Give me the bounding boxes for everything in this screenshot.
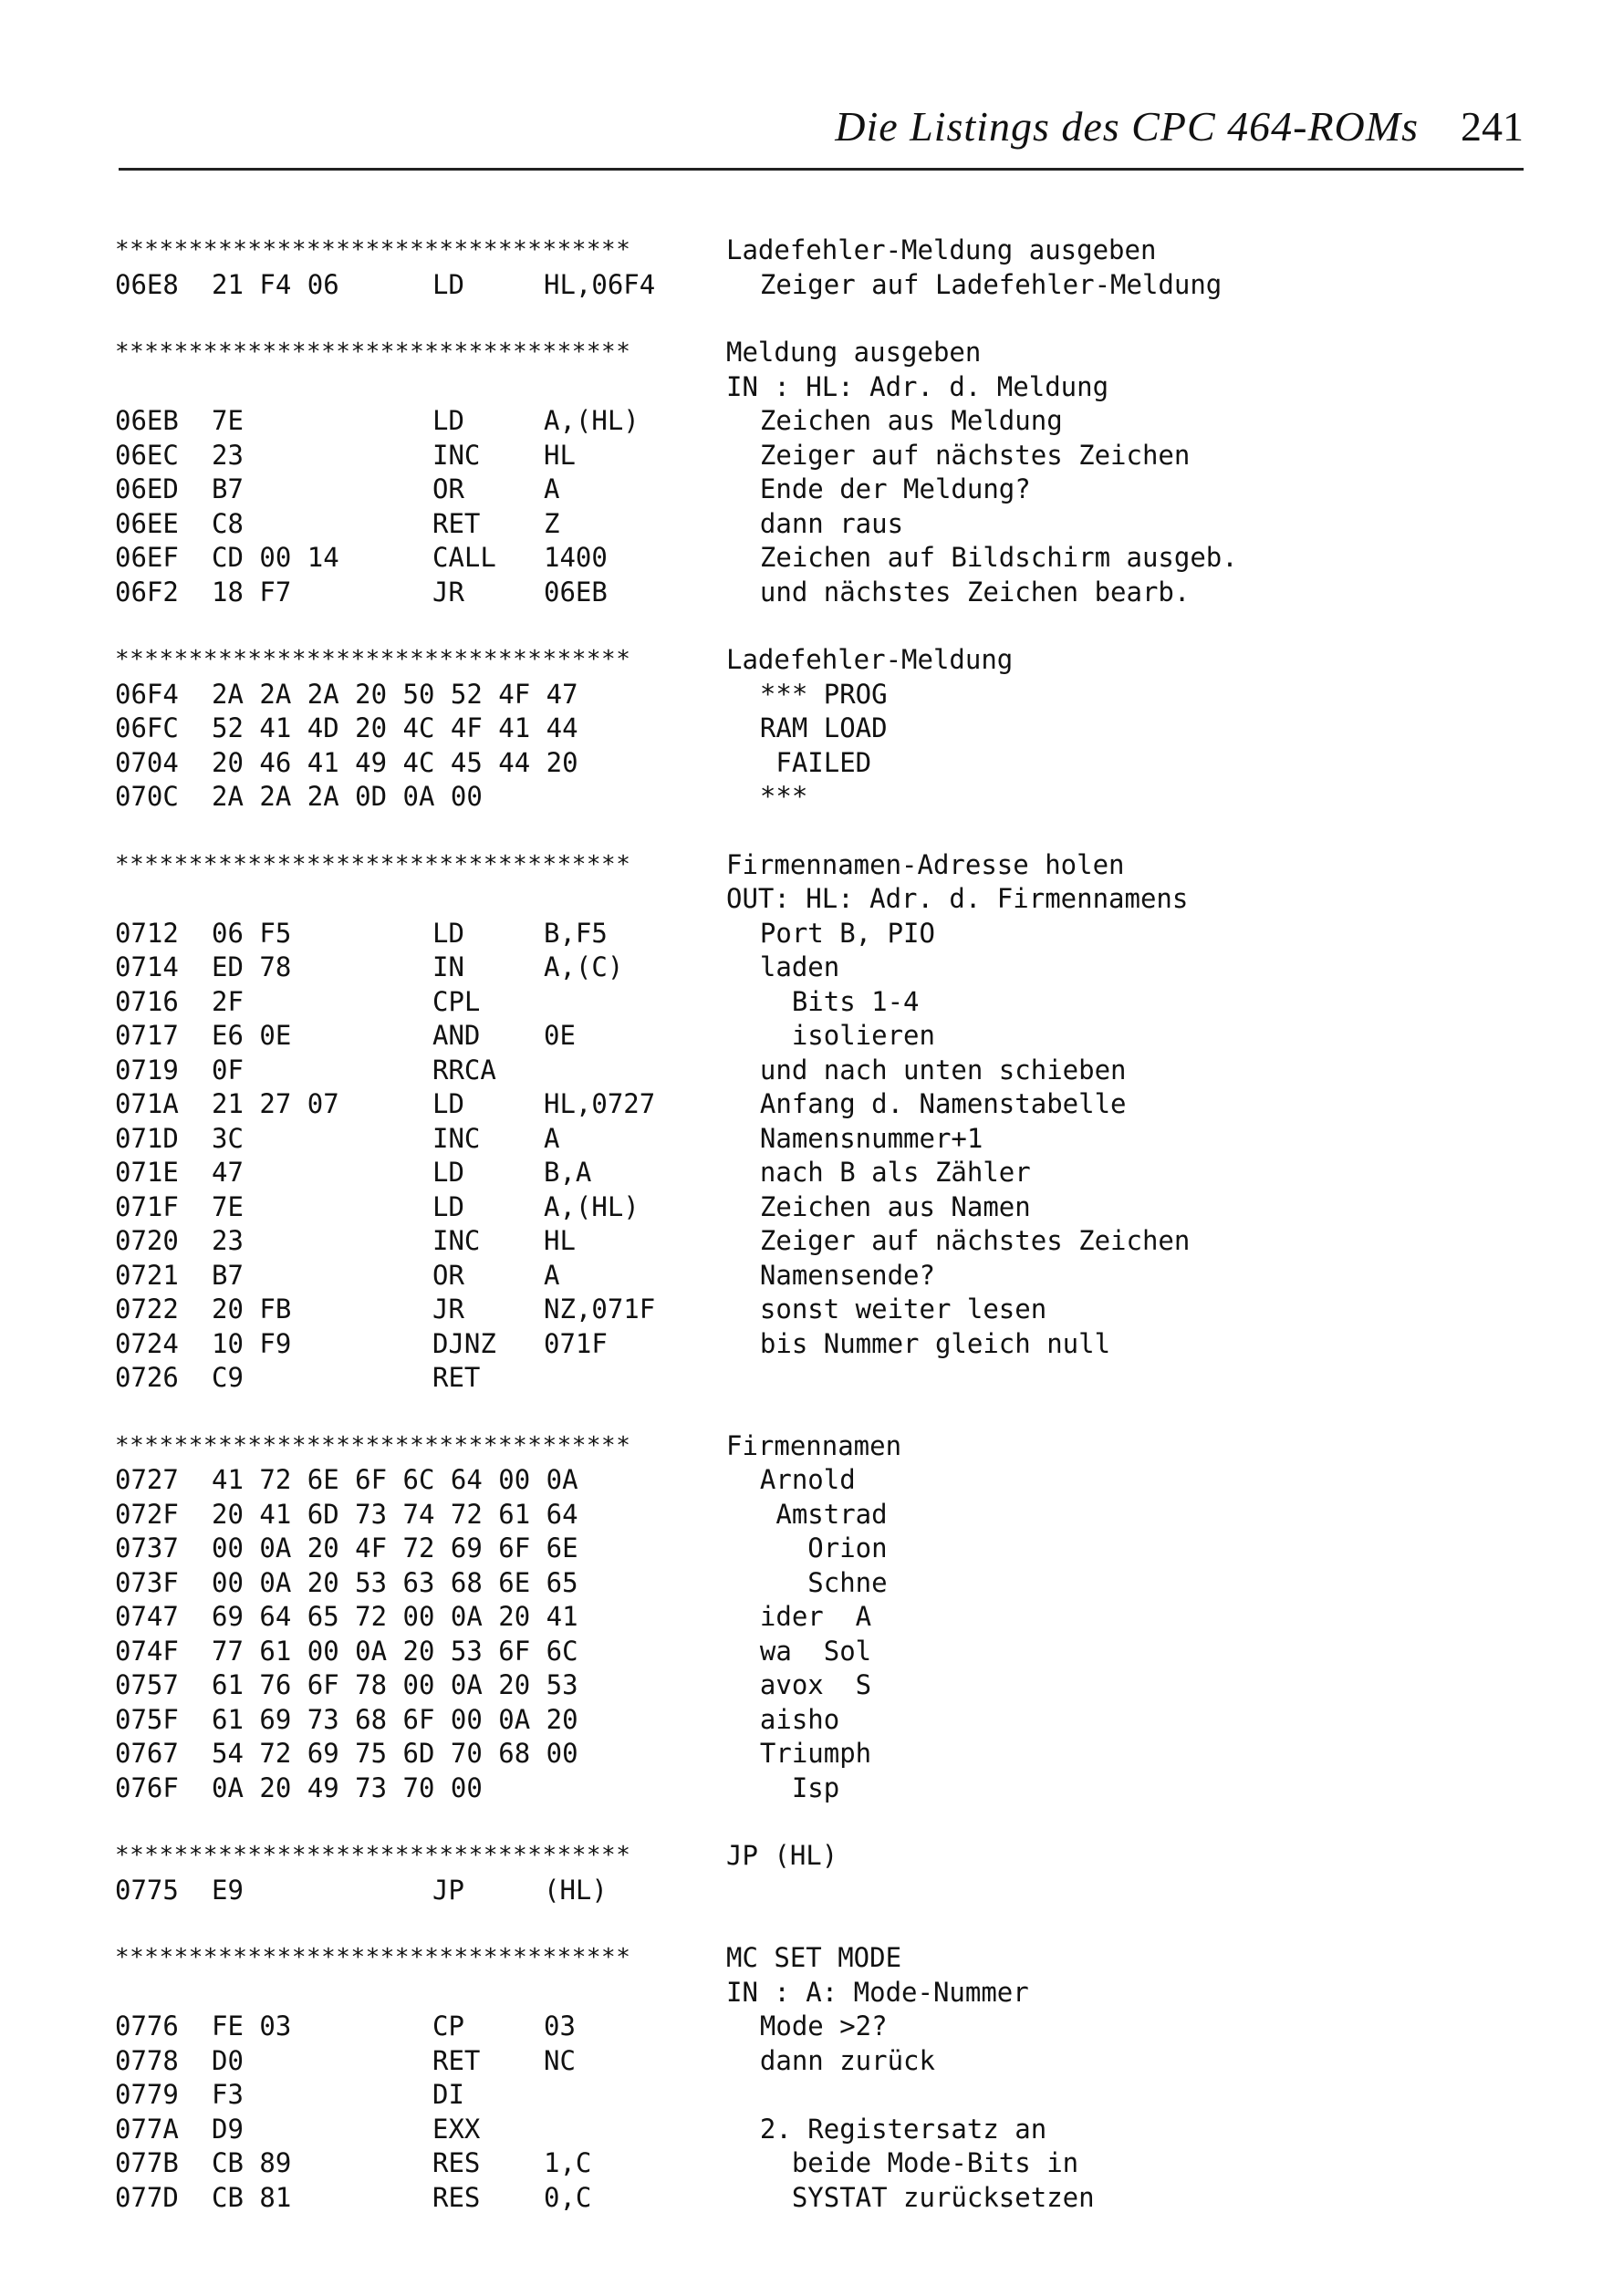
code-line [115,1635,1483,1669]
hex-bytes: E6 0E [212,1020,292,1051]
page-header [119,99,1524,171]
section-info-line [115,882,1483,917]
mnemonic: LD [432,1157,464,1188]
section-header-line [115,336,1483,370]
comment: Zeichen auf Bildschirm ausgeb. [728,542,1238,573]
hex-bytes: C9 [212,1362,244,1393]
code-line [115,2146,1483,2181]
code-line [115,404,1483,439]
section-heading: Firmennamen [726,1429,902,1461]
hex-bytes: 52 41 4D 20 4C 4F 41 44 [212,712,578,743]
code-line [115,2181,1483,2216]
hex-bytes: 00 0A 20 53 63 68 6E 65 [212,1566,578,1598]
comment: Anfang d. Namenstabelle [728,1088,1127,1119]
comment: und nächstes Zeichen bearb. [728,576,1191,608]
hex-bytes: 3C [212,1122,244,1154]
code-line [115,1327,1483,1362]
comment: nach B als Zähler [728,1157,1031,1188]
hex-bytes: 10 F9 [212,1327,292,1359]
hex-bytes: 61 69 73 68 6F 00 0A 20 [212,1703,578,1735]
mnemonic: LD [432,1088,464,1119]
hex-bytes: CB 89 [212,2147,292,2178]
hex-bytes: 61 76 6F 78 00 0A 20 53 [212,1669,578,1700]
comment: Schne [728,1566,888,1598]
comment: Orion [728,1532,888,1564]
hex-bytes: 06 F5 [212,917,292,949]
address: 073F [115,1566,179,1598]
comment: Triumph [728,1738,872,1769]
mnemonic: DJNZ [432,1327,496,1359]
address: 0778 [115,2044,179,2076]
address: 074F [115,1635,179,1667]
code-line [115,1190,1483,1225]
operand: 1,C [544,2147,592,2178]
hex-bytes: FE 03 [212,2010,292,2041]
hex-bytes: 18 F7 [212,576,292,608]
comment: Bits 1-4 [728,985,920,1017]
hex-bytes: D0 [212,2044,244,2076]
comment: aisho [728,1703,840,1735]
address: 071D [115,1122,179,1154]
comment: dann zurück [728,2044,935,2076]
address: 06EF [115,542,179,573]
code-line [115,507,1483,542]
separator-stars: *********************************** [115,1431,631,1460]
code-line [115,985,1483,1020]
operand: Z [544,507,560,539]
address: 070C [115,781,179,812]
address: 0767 [115,1738,179,1769]
code-line [115,1087,1483,1122]
mnemonic: CPL [432,985,481,1017]
comment: *** PROG [728,678,888,710]
listing-section [115,1941,1483,2215]
section-header-line [115,1941,1483,1976]
hex-bytes: 23 [212,1225,244,1256]
hex-bytes: 7E [212,405,244,436]
address: 071A [115,1088,179,1119]
hex-bytes: 77 61 00 0A 20 53 6F 6C [212,1635,578,1667]
section-heading: Firmennamen-Adresse holen [726,848,1125,880]
address: 06E8 [115,268,179,300]
address: 0712 [115,917,179,949]
section-heading: JP (HL) [726,1840,838,1871]
mnemonic: EXX [432,2113,481,2145]
comment: FAILED [728,746,872,778]
address: 06F2 [115,576,179,608]
address: 0722 [115,1293,179,1325]
hex-bytes: 23 [212,439,244,471]
code-line [115,1259,1483,1293]
page-title: Die Listings des CPC 464-ROMs [835,103,1419,150]
mnemonic: JR [432,1293,464,1325]
listing-section [115,1429,1483,1806]
address: 0726 [115,1362,179,1393]
hex-bytes: 54 72 69 75 6D 70 68 00 [212,1738,578,1769]
assembly-listing [115,234,1483,2249]
address: 0776 [115,2010,179,2041]
address: 0714 [115,951,179,982]
address: 0719 [115,1054,179,1086]
operand: 0E [544,1020,576,1051]
address: 0747 [115,1601,179,1632]
comment: sonst weiter lesen [728,1293,1047,1325]
hex-bytes: 69 64 65 72 00 0A 20 41 [212,1601,578,1632]
code-line [115,1874,1483,1908]
comment: bis Nummer gleich null [728,1327,1111,1359]
code-line [115,712,1483,746]
comment: Mode >2? [728,2010,888,2041]
comment: Zeiger auf nächstes Zeichen [728,439,1191,471]
address: 0737 [115,1532,179,1564]
hex-bytes: E9 [212,1874,244,1906]
mnemonic: RET [432,2044,481,2076]
address: 076F [115,1771,179,1803]
comment: isolieren [728,1020,935,1051]
hex-bytes: CB 81 [212,2181,292,2213]
code-line [115,1566,1483,1601]
address: 077A [115,2113,179,2145]
page-number: 241 [1461,103,1524,150]
comment: Ende der Meldung? [728,473,1031,504]
code-line [115,1293,1483,1327]
mnemonic: LD [432,1190,464,1222]
operand: 1400 [544,542,608,573]
code-line [115,1498,1483,1532]
comment: SYSTAT zurücksetzen [728,2181,1095,2213]
separator-stars: *********************************** [115,850,631,878]
address: 0716 [115,985,179,1017]
listing-section [115,336,1483,609]
section-heading: Meldung ausgeben [726,337,982,368]
address: 06FC [115,712,179,743]
code-line [115,2010,1483,2044]
code-line [115,1122,1483,1157]
address: 0720 [115,1225,179,1256]
hex-bytes: F3 [212,2079,244,2110]
hex-bytes: 20 41 6D 73 74 72 61 64 [212,1498,578,1530]
operand: B,F5 [544,917,608,949]
comment: wa Sol [728,1635,872,1667]
comment: Zeichen aus Meldung [728,405,1063,436]
address: 06F4 [115,678,179,710]
hex-bytes: 0F [212,1054,244,1086]
address: 06ED [115,473,179,504]
operand: A,(HL) [544,405,640,436]
comment: Zeiger auf nächstes Zeichen [728,1225,1191,1256]
mnemonic: OR [432,473,464,504]
operand: A,(C) [544,951,624,982]
hex-bytes: 20 46 41 49 4C 45 44 20 [212,746,578,778]
hex-bytes: C8 [212,507,244,539]
code-line [115,541,1483,576]
hex-bytes: B7 [212,473,244,504]
code-line [115,1737,1483,1771]
comment: Port B, PIO [728,917,935,949]
comment: RAM LOAD [728,712,888,743]
code-line [115,678,1483,712]
code-line [115,576,1483,610]
code-line [115,1224,1483,1259]
code-line [115,439,1483,473]
mnemonic: CALL [432,542,496,573]
comment: Zeiger auf Ladefehler-Meldung [728,268,1223,300]
hex-bytes: 20 FB [212,1293,292,1325]
mnemonic: JP [432,1874,464,1906]
address: 06EC [115,439,179,471]
code-line [115,268,1483,303]
hex-bytes: ED 78 [212,951,292,982]
address: 071E [115,1157,179,1188]
comment: Namensende? [728,1259,935,1291]
address: 0717 [115,1020,179,1051]
code-line [115,1054,1483,1088]
comment: Zeichen aus Namen [728,1190,1031,1222]
comment: 2. Registersatz an [728,2113,1047,2145]
address: 0727 [115,1464,179,1495]
operand: 0,C [544,2181,592,2213]
code-line [115,2113,1483,2147]
address: 0779 [115,2079,179,2110]
separator-stars: *********************************** [115,1944,631,1971]
operand: HL,0727 [544,1088,656,1119]
hex-bytes: 41 72 6E 6F 6C 64 00 0A [212,1464,578,1495]
mnemonic: IN [432,951,464,982]
hex-bytes: CD 00 14 [212,542,339,573]
mnemonic: RES [432,2181,481,2213]
mnemonic: JR [432,576,464,608]
section-info: IN : HL: Adr. d. Meldung [726,370,1109,402]
comment: beide Mode-Bits in [728,2147,1079,2178]
section-info-line [115,1976,1483,2010]
code-line [115,1361,1483,1396]
address: 071F [115,1190,179,1222]
comment: *** [728,781,808,812]
operand: HL [544,439,576,471]
code-line [115,473,1483,507]
comment: Amstrad [728,1498,888,1530]
code-line [115,1668,1483,1703]
operand: NC [544,2044,576,2076]
address: 0704 [115,746,179,778]
code-line [115,780,1483,815]
operand: 06EB [544,576,608,608]
hex-bytes: 0A 20 49 73 70 00 [212,1771,483,1803]
code-line [115,2044,1483,2079]
address: 072F [115,1498,179,1530]
address: 077B [115,2147,179,2178]
mnemonic: RET [432,507,481,539]
comment: laden [728,951,840,982]
operand: A [544,1122,560,1154]
mnemonic: LD [432,917,464,949]
code-line [115,1771,1483,1806]
comment: Namensnummer+1 [728,1122,983,1154]
mnemonic: RET [432,1362,481,1393]
section-heading: Ladefehler-Meldung ausgeben [726,234,1157,265]
hex-bytes: 00 0A 20 4F 72 69 6F 6E [212,1532,578,1564]
hex-bytes: D9 [212,2113,244,2145]
hex-bytes: 21 27 07 [212,1088,339,1119]
operand: 03 [544,2010,576,2041]
listing-section [115,643,1483,815]
comment: ider A [728,1601,872,1632]
separator-stars: *********************************** [115,646,631,673]
address: 0775 [115,1874,179,1906]
listing-section [115,848,1483,1396]
operand: NZ,071F [544,1293,656,1325]
address: 0757 [115,1669,179,1700]
section-heading: Ladefehler-Meldung [726,644,1014,675]
operand: B,A [544,1157,592,1188]
section-info-line [115,370,1483,405]
address: 06EE [115,507,179,539]
operand: A,(HL) [544,1190,640,1222]
section-info: OUT: HL: Adr. d. Firmennamens [726,883,1189,914]
mnemonic: AND [432,1020,481,1051]
hex-bytes: 47 [212,1157,244,1188]
section-header-line [115,1429,1483,1464]
hex-bytes: 7E [212,1190,244,1222]
hex-bytes: 2A 2A 2A 20 50 52 4F 47 [212,678,578,710]
mnemonic: CP [432,2010,464,2041]
listing-section [115,234,1483,302]
mnemonic: INC [432,1225,481,1256]
section-header-line [115,848,1483,883]
section-header-line [115,643,1483,678]
code-line [115,1703,1483,1738]
separator-stars: *********************************** [115,338,631,366]
comment: Arnold [728,1464,856,1495]
comment: avox S [728,1669,872,1700]
mnemonic: RRCA [432,1054,496,1086]
operand: HL [544,1225,576,1256]
address: 0721 [115,1259,179,1291]
code-line [115,917,1483,951]
operand: 071F [544,1327,608,1359]
code-line [115,1532,1483,1566]
comment: Isp [728,1771,840,1803]
hex-bytes: 2A 2A 2A 0D 0A 00 [212,781,483,812]
operand: A [544,1259,560,1291]
section-heading: MC SET MODE [726,1942,902,1973]
code-line [115,1600,1483,1635]
mnemonic: LD [432,268,464,300]
mnemonic: DI [432,2079,464,2110]
listing-section [115,1839,1483,1907]
separator-stars: *********************************** [115,1842,631,1869]
separator-stars: *********************************** [115,236,631,264]
hex-bytes: B7 [212,1259,244,1291]
code-line [115,2078,1483,2113]
section-header-line [115,234,1483,268]
section-header-line [115,1839,1483,1874]
hex-bytes: 2F [212,985,244,1017]
mnemonic: OR [432,1259,464,1291]
mnemonic: LD [432,405,464,436]
operand: A [544,473,560,504]
operand: HL,06F4 [544,268,656,300]
code-line [115,746,1483,781]
address: 075F [115,1703,179,1735]
hex-bytes: 21 F4 06 [212,268,339,300]
address: 0724 [115,1327,179,1359]
mnemonic: INC [432,439,481,471]
operand: (HL) [544,1874,608,1906]
mnemonic: INC [432,1122,481,1154]
code-line [115,951,1483,985]
comment: und nach unten schieben [728,1054,1127,1086]
section-info: IN : A: Mode-Nummer [726,1976,1029,2008]
comment: dann raus [728,507,904,539]
code-line [115,1463,1483,1498]
address: 077D [115,2181,179,2213]
code-line [115,1156,1483,1190]
mnemonic: RES [432,2147,481,2178]
address: 06EB [115,405,179,436]
code-line [115,1019,1483,1054]
